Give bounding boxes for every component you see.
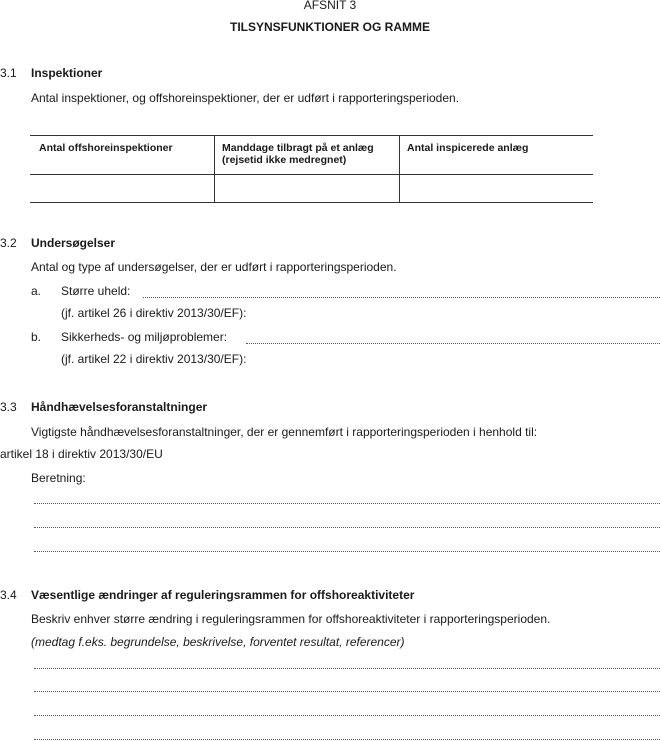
table-header-row bbox=[30, 136, 593, 175]
report-label: Beretning: bbox=[31, 471, 86, 485]
section-title-undersoegelser: Undersøgelser bbox=[31, 236, 116, 250]
section-number-3-1: 3.1 bbox=[0, 66, 17, 80]
section-description: Antal inspektioner, og offshoreinspektioner, der er udført i rapporteringsperioden. bbox=[31, 91, 460, 105]
page-title: TILSYNSFUNKTIONER OG RAMME bbox=[230, 20, 430, 34]
section-label: AFSNIT 3 bbox=[303, 0, 357, 12]
report-line[interactable] bbox=[34, 503, 660, 504]
cell-inspected-installations[interactable] bbox=[400, 175, 594, 203]
safety-env-label: Sikkerheds- og miljøproblemer: bbox=[61, 330, 228, 344]
cell-man-days[interactable] bbox=[215, 175, 400, 203]
table-row bbox=[30, 175, 593, 203]
column-header: Antal inspicerede anlæg bbox=[400, 136, 594, 175]
section-description: Antal og type af undersøgelser, der er udført i rapporteringsperioden. bbox=[31, 260, 397, 274]
article-reference: (jf. artikel 22 i direktiv 2013/30/EF): bbox=[61, 352, 247, 366]
report-line[interactable] bbox=[34, 551, 660, 552]
major-accidents-label: Større uheld: bbox=[61, 284, 131, 298]
safety-env-field[interactable] bbox=[246, 343, 660, 344]
section-number-3-4: 3.4 bbox=[0, 588, 17, 602]
section-description: Vigtigste håndhævelsesforanstaltninger, der er gennemført i rapporteringsperioden i henhold til: bbox=[31, 425, 538, 439]
changes-line[interactable] bbox=[34, 715, 660, 716]
section-description-cont: artikel 18 i direktiv 2013/30/EU bbox=[0, 447, 163, 461]
list-marker-b: b. bbox=[31, 330, 42, 344]
changes-line[interactable] bbox=[34, 668, 660, 669]
changes-line[interactable] bbox=[34, 739, 660, 740]
section-number-3-3: 3.3 bbox=[0, 400, 17, 414]
section-number-3-2: 3.2 bbox=[0, 236, 17, 250]
article-reference: (jf. artikel 26 i direktiv 2013/30/EF): bbox=[61, 306, 247, 320]
section-title-regulatory-changes: Væsentlige ændringer af reguleringsrammen for offshoreaktiviteter bbox=[31, 588, 415, 602]
section-title-inspektioner: Inspektioner bbox=[31, 66, 103, 80]
column-header: Antal offshoreinspektioner bbox=[30, 136, 215, 175]
section-title-enforcement: Håndhævelsesforanstaltninger bbox=[31, 400, 208, 414]
major-accidents-field[interactable] bbox=[143, 297, 660, 298]
section-description: Beskriv enhver større ændring i reguleringsrammen for offshoreaktiviteter i rapporteringsperioden. bbox=[31, 612, 551, 626]
section-note: (medtag f.eks. begrundelse, beskrivelse, forventet resultat, referencer) bbox=[31, 635, 405, 649]
cell-offshore-inspections[interactable] bbox=[30, 175, 215, 203]
list-marker-a: a. bbox=[31, 284, 42, 298]
report-line[interactable] bbox=[34, 527, 660, 528]
column-header: Manddage tilbragt på et anlæg (rejsetid ikke medregnet) bbox=[215, 136, 400, 175]
changes-line[interactable] bbox=[34, 691, 660, 692]
inspection-table bbox=[30, 135, 593, 203]
